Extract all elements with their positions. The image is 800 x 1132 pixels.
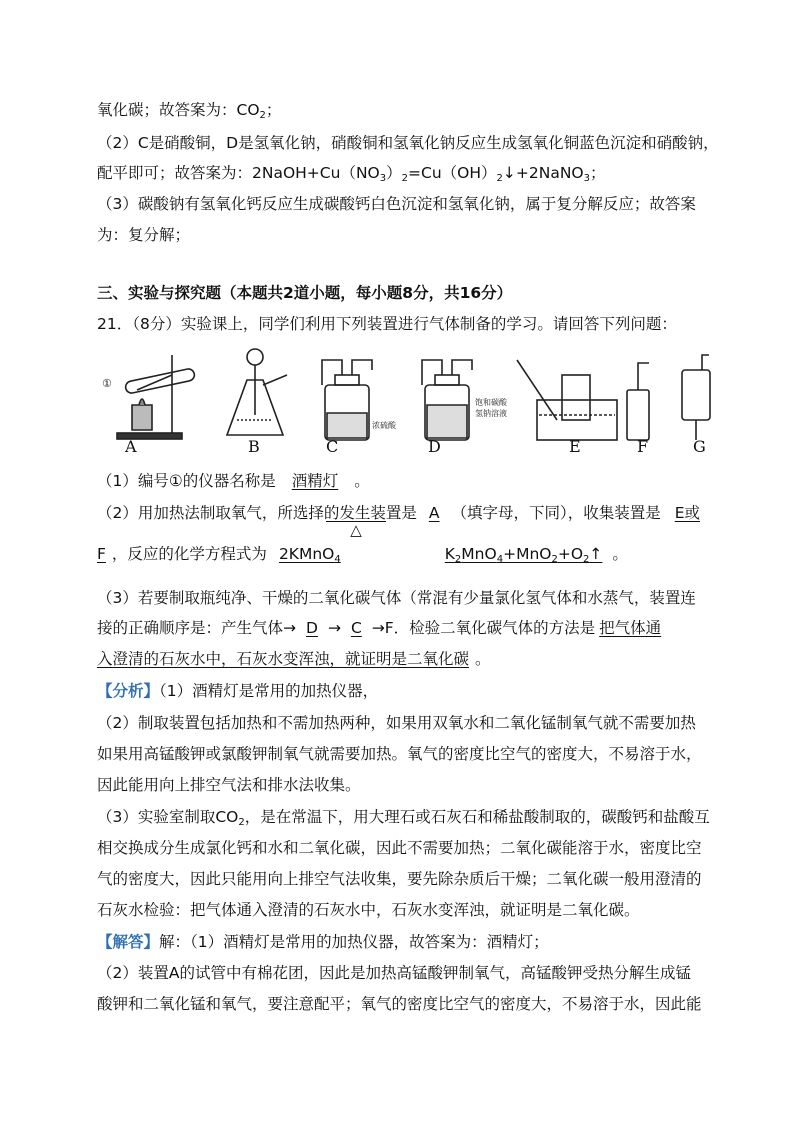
apparatus-e-drawing [517, 360, 617, 440]
apparatus-f-drawing [627, 363, 649, 440]
analysis-line-8: 石灰水检验：把气体通入澄清的石灰水中，石灰水变浑浊，就证明是二氧化碳。 [97, 901, 640, 919]
c-bottle-label: 浓硫酸 [372, 421, 396, 430]
analysis-line-5: （3）实验室制取$CO_2$，是在常温下，用大理石或石灰石和稀盐酸制取的，碳酸钙和盐酸互 [97, 808, 710, 828]
text-line: 配平即可；故答案为：$2NaOH+Cu(NO_3)_2=Cu(OH)_2↓+2NaNO_3$； [97, 164, 606, 184]
analysis-line-7: 气的密度大，因此只能用向上排空气法收集，要先除杂质后干燥；二氧化碳一般用澄清的 [97, 870, 702, 888]
part-3-line-2: 接的正确顺序是：产生气体→ D → C →F．检验二氧化碳气体的方法是 把气体通 [97, 619, 662, 637]
analysis-line-3: 如果用高锰酸钾或氯酸钾制氧气就需要加热。氧气的密度比空气的密度大，不易溶于水， [97, 745, 702, 763]
figure-label-f: F [637, 437, 649, 456]
part-3-line-3: 入澄清的石灰水中，石灰水变浑浊，就证明是二氧化碳 。 [97, 650, 491, 668]
solution-tag: 【解答】 [97, 933, 160, 951]
solution-line-2: （2）装置A的试管中有棉花团，因此是加热高锰酸钾制氧气，高锰酸钾受热分解生成锰 [97, 964, 691, 982]
text-line: （3）碳酸钠有氢氧化钙反应生成碳酸钙白色沉淀和氢氧化钠，属于复分解反应；故答案 [97, 195, 696, 213]
figure-label-e: E [569, 437, 581, 456]
analysis-line-6: 相交换成分生成氯化钙和水和二氧化碳，因此不需要加热；二氧化碳能溶于水，密度比空 [97, 839, 702, 857]
apparatus-figure [97, 345, 717, 465]
figure-label-b: B [248, 437, 260, 456]
d-bottle-label-1: 饱和碳酸 [475, 398, 507, 407]
apparatus-c-drawing [322, 360, 372, 440]
analysis-tag: 【分析】 [97, 682, 160, 700]
solution-line-3: 酸钾和二氧化锰和氧气，要注意配平；氧气的密度比空气的密度大，不易溶于水，因此能 [97, 995, 702, 1013]
analysis-line-4: 因此能用向上排空气法和排水法收集。 [97, 776, 361, 794]
part-1: （1）编号①的仪器名称是 酒精灯 。 [97, 472, 370, 490]
section-heading: 三、实验与探究题（本题共2道小题，每小题8分，共16分） [97, 284, 513, 302]
d-bottle-label-2: 氢钠溶液 [475, 409, 507, 418]
equation-condition: △ [326, 517, 386, 537]
marker-label: ① [102, 377, 112, 390]
part-2-equation: F ，反应的化学方程式为 2KMnO$_4$ $K_2MnO_4+MnO_2+O_2↑$ 。 [97, 545, 628, 565]
apparatus-d-drawing [422, 360, 472, 440]
text-line: 氧化碳；故答案为：$CO_2$； [97, 101, 282, 121]
text-line: （2）C是硝酸铜，D是氢氧化钠，硝酸铜和氢氧化钠反应生成氢氧化铜蓝色沉淀和硝酸钠， [97, 134, 719, 152]
apparatus-g-drawing [682, 355, 710, 440]
apparatus-b-drawing [227, 349, 287, 435]
apparatus-a-drawing [117, 355, 195, 439]
analysis-line-2: （2）制取装置包括加热和不需加热两种，如果用双氧水和二氧化锰制氧气就不需要加热 [97, 714, 696, 732]
analysis-line-1: 【分析】（1）酒精灯是常用的加热仪器， [97, 682, 379, 700]
solution-line-1: 【解答】解：（1）酒精灯是常用的加热仪器，故答案为：酒精灯； [97, 933, 549, 951]
figure-label-g: G [693, 437, 706, 456]
part-3-line-1: （3）若要制取瓶纯净、干燥的二氧化碳气体（常混有少量氯化氢气体和水蒸气，装置连 [97, 589, 696, 607]
figure-label-c: C [326, 437, 339, 456]
question-21: 21．（8分）实验课上，同学们利用下列装置进行气体制备的学习。请回答下列问题： [97, 315, 677, 333]
text-line: 为：复分解； [97, 226, 191, 244]
figure-label-d: D [428, 437, 441, 456]
part-2: （2）用加热法制取氧气，所选择的发生装置是 A （填字母，下同），收集装置是 E或 [97, 504, 701, 522]
figure-label-a: A [125, 437, 137, 456]
